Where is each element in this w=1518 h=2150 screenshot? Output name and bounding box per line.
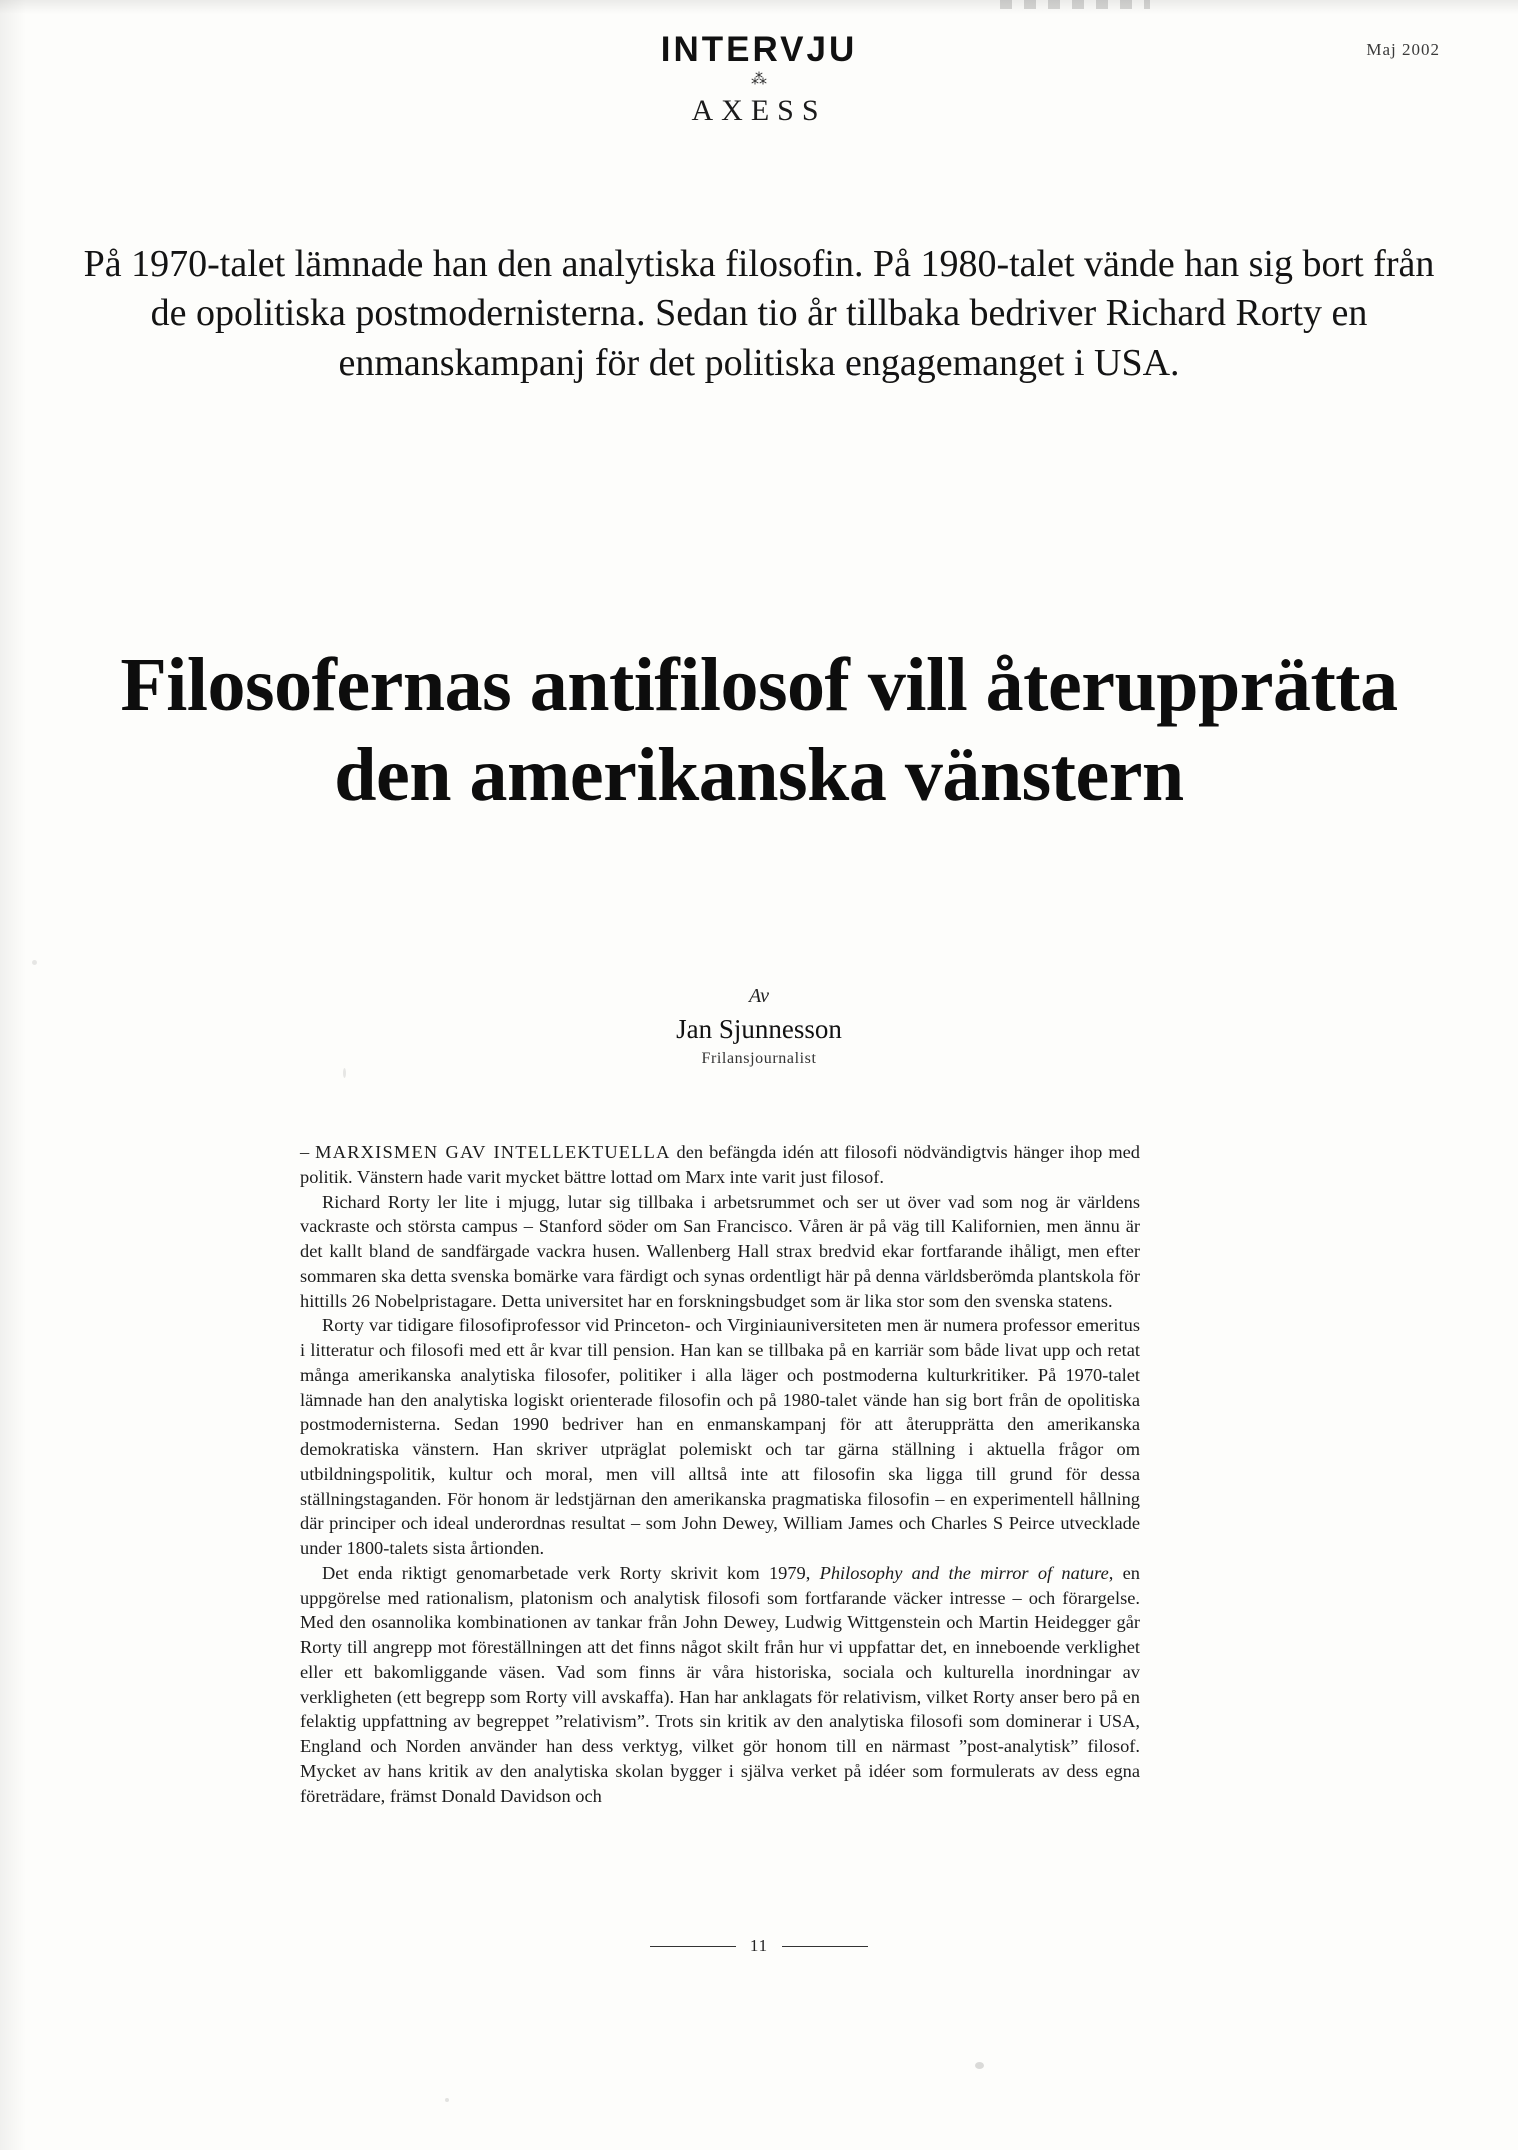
body-paragraph-3: Rorty var tidigare filosofiprofessor vid Princeton- och Virginiauniversiteten men är numera professor emeritus i litteratur och filosofi med ett år kvar till pension. Han kan se tillbaka på en karriär som både livat upp och retat många amerikanska analytiska filosofer, politiker i alla läger och postmoderna kulturkritiker. På 1970-talet lämnade han den analytiska logiskt orienterade filosofin och på 1980-talet vände han sig bort från de opolitiska postmodernisterna. Sedan 1990 bedriver han en enmanskampanj för att återupprätta den amerikanska demokratiska vänstern. Han skriver utpräglat polemiskt och tar gärna ställning i aktuella frågor om utbildningspolitik, kultur och moral, men vill alltså inte att filosofin ska ligga till grund för dessa ställningstaganden. För honom är ledstjärnan den amerikanska pragmatiska filosofin – en experimentell hållning där principer och ideal underordnas resultat – som John Dewey, William James och Charles S Peirce utvecklade under 1800-talets sista årtionden. <box>300 1315 1140 1558</box>
byline-role: Frilansjournalist <box>701 1050 817 1067</box>
byline-prefix: Av <box>749 985 769 1007</box>
article-body <box>300 1140 1140 1808</box>
folio <box>0 1935 1518 1956</box>
scan-artifact-marks <box>1000 0 1150 9</box>
scan-edge-shading-top <box>0 0 1518 14</box>
scan-speck <box>32 960 37 965</box>
article-headline: Filosofernas antifilosof vill återupprätta den amerikanska vänstern <box>120 642 1398 817</box>
folio-rule-right <box>782 1946 868 1947</box>
body-paragraph-2: Richard Rorty ler lite i mjugg, lutar sig tillbaka i arbetsrummet och ser ut över vad som nog är världens vackraste och största campus – Stanford söder om San Francisco. Våren är på väg till Kalifornien, men ännu är det kallt bland de sandfärgade vackra husen. Wallenberg Hall strax bredvid ekar fortfarande ihåligt, men efter sommaren ska detta svenska bomärke vara färdigt och synas ordentligt här på denna världsberömda plantskola för hittills 26 Nobelpristagare. Detta universitet har en forskningsbudget som är lika stor som den svenska statens. <box>300 1191 1140 1311</box>
body-paragraph-1-text: den befängda idén att filosofi nödvändigtvis hänger ihop med politik. Vänstern hade varit mycket bättre lottad om Marx inte varit just filosof. <box>300 1142 1140 1187</box>
page-number: 11 <box>749 1936 769 1956</box>
magazine-masthead: AXESS <box>691 94 827 127</box>
book-title-italic: Philosophy and the mirror of nature <box>819 1562 1109 1583</box>
scan-speck <box>445 2098 449 2102</box>
lead-smallcaps: MARXISMEN GAV INTELLEKTUELLA <box>315 1142 671 1162</box>
section-kicker: INTERVJU <box>660 30 858 69</box>
body-paragraph-4-part2: , en uppgörelse med rationalism, platonism och analytisk filosofi som fortfarande väcker intresse – och förargelse. Med den osannolika kombinationen av tankar från John Dewey, Ludwig Wittgenstein och Martin Heidegger går Rorty till angrepp mot föreställningen att det finns något skilt från hur vi uppfattar det, en inneboende verklighet eller ett bakomliggande väsen. Vad som finns är våra historiska, sociala och kulturella inordningar av verkligheten (ett begrepp som Rorty vill avskaffa). Han har anklagats för relativism, vilket Rorty anser bero på en felaktig uppfattning av begreppet ”relativism”. Trots sin kritik av den analytiska filosofi som dominerar i USA, England och Norden använder han dess verktyg, vilket gör honom till en närmast ”post-analytisk” filosof. Mycket av hans kritik av den analytiska skolan bygger i själva verket på idéer som formulerats av dess egna företrädare, främst Donald Davidson och <box>300 1562 1140 1806</box>
lead-dash: – <box>300 1142 310 1162</box>
page-header <box>0 30 1518 128</box>
byline-block <box>0 985 1518 1068</box>
standfirst-deck: På 1970-talet lämnade han den analytiska filosofin. På 1980-talet vände han sig bort från de opolitiska postmodernisterna. Sedan tio år tillbaka bedriver Richard Rorty en enmanskampanj för det politiska engagemanget i USA. <box>83 243 1435 384</box>
scan-speck <box>975 2062 984 2069</box>
floral-ornament-icon: ⁂ <box>751 71 767 88</box>
scan-speck <box>343 1068 346 1078</box>
byline-author: Jan Sjunnesson <box>676 1014 842 1044</box>
issue-date: Maj 2002 <box>1366 40 1440 59</box>
body-paragraph-4 <box>300 1561 1140 1809</box>
folio-rule-left <box>650 1946 736 1947</box>
scan-edge-shading-left <box>0 0 26 2150</box>
body-paragraph-4-part1: Det enda riktigt genomarbetade verk Rorty skrivit kom 1979, <box>322 1562 820 1583</box>
body-paragraph-1 <box>300 1140 1140 1190</box>
